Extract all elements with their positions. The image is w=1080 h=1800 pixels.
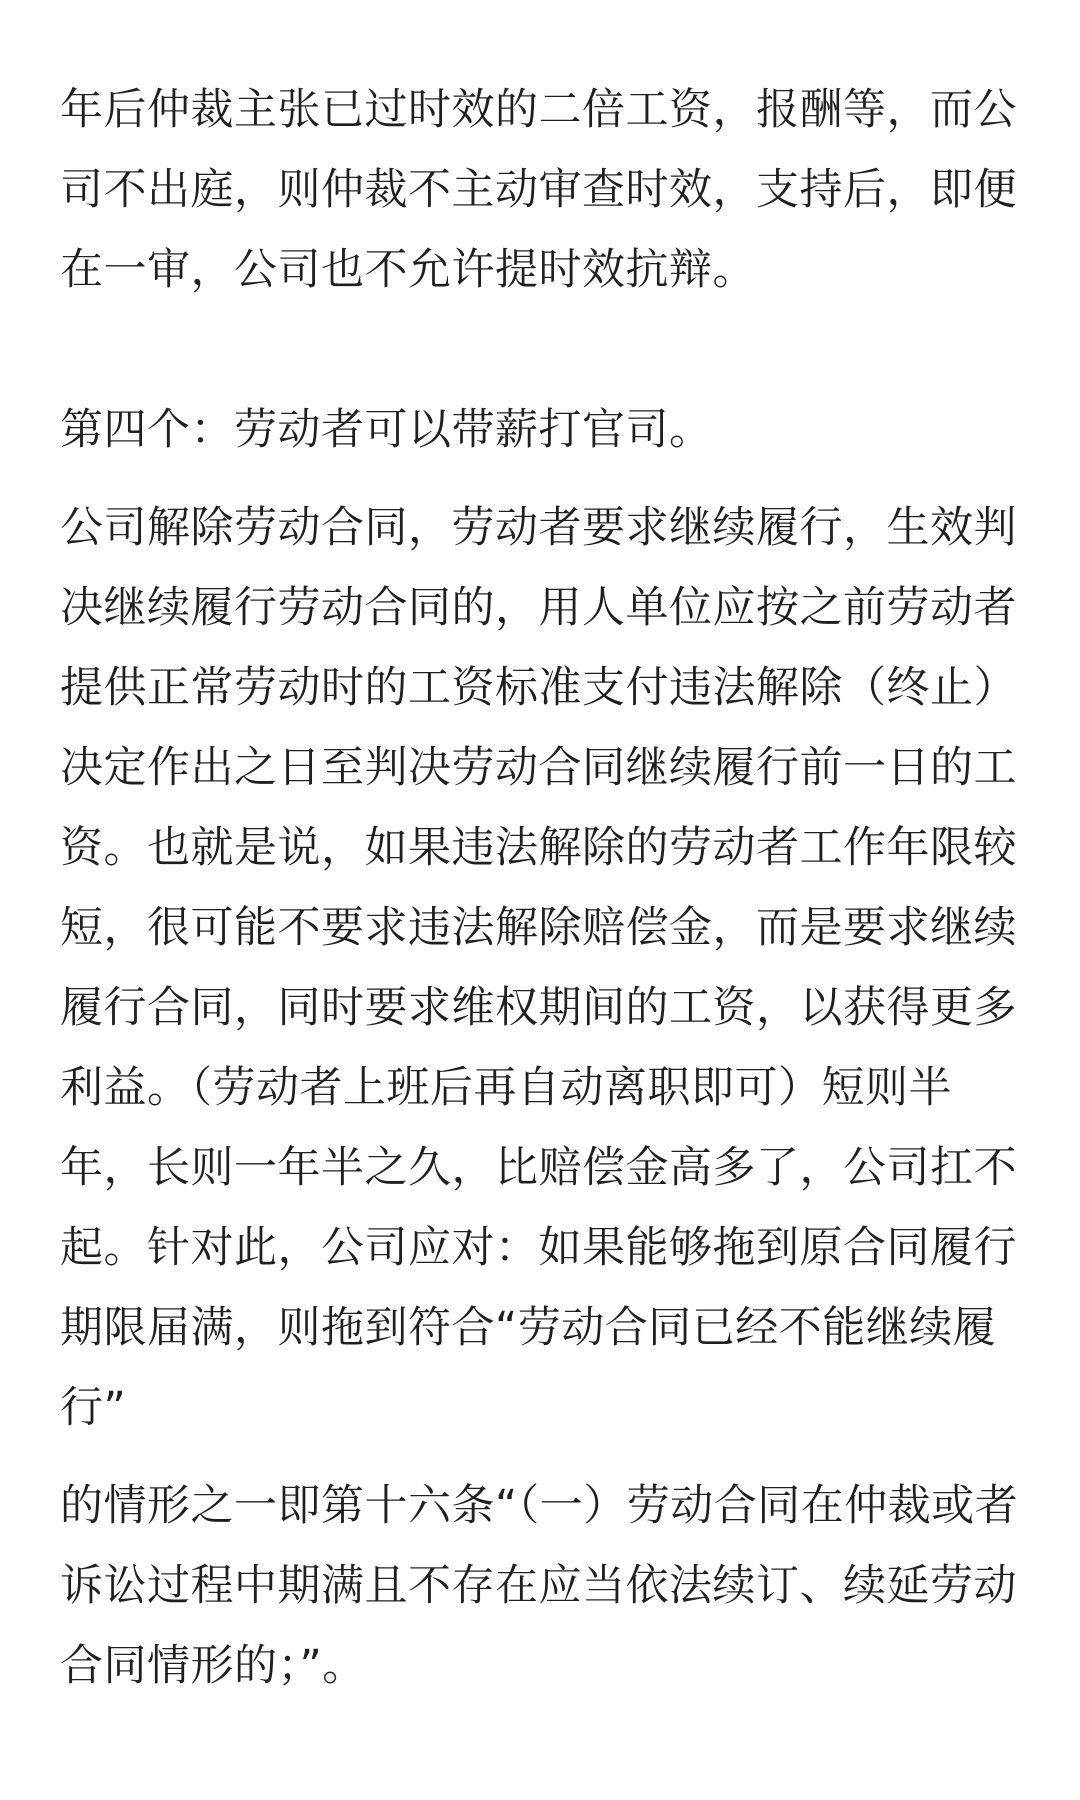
paragraph-article-sixteen: 的情形之一即第十六条“（一）劳动合同在仲裁或者诉讼过程中期满且不存在应当依法续订、续延劳动合同情形的；”。 xyxy=(60,1481,1019,1691)
paragraph-heading-fourth: 第四个：劳动者可以带薪打官司。 xyxy=(60,405,713,455)
paragraph-continue-performance: 公司解除劳动合同，劳动者要求继续履行，生效判决继续履行劳动合同的，用人单位应按之前劳动者提供正常劳动时的工资标准支付违法解除（终止）决定作出之日至判决劳动合同继续履行前一日的工资。也就是说，如果违法解除的劳动者工作年限较短，很可能不要求违法解除赔偿金，而是要求继续履行合同，同时要求维权期间的工资，以获得更多利益。（劳动者上班后再自动离职即可）短则半年，长则一年半之久，比赔偿金高多了，公司扛不起。针对此，公司应对：如果能够拖到原合同履行期限届满，则拖到符合“劳动合同已经不能继续履行” xyxy=(60,503,1017,1433)
paragraph-time-limit: 年后仲裁主张已过时效的二倍工资，报酬等，而公司不出庭，则仲裁不主动审查时效，支持后，即便在一审，公司也不允许提时效抗辩。 xyxy=(60,85,1017,295)
article-body xyxy=(60,70,1020,1706)
